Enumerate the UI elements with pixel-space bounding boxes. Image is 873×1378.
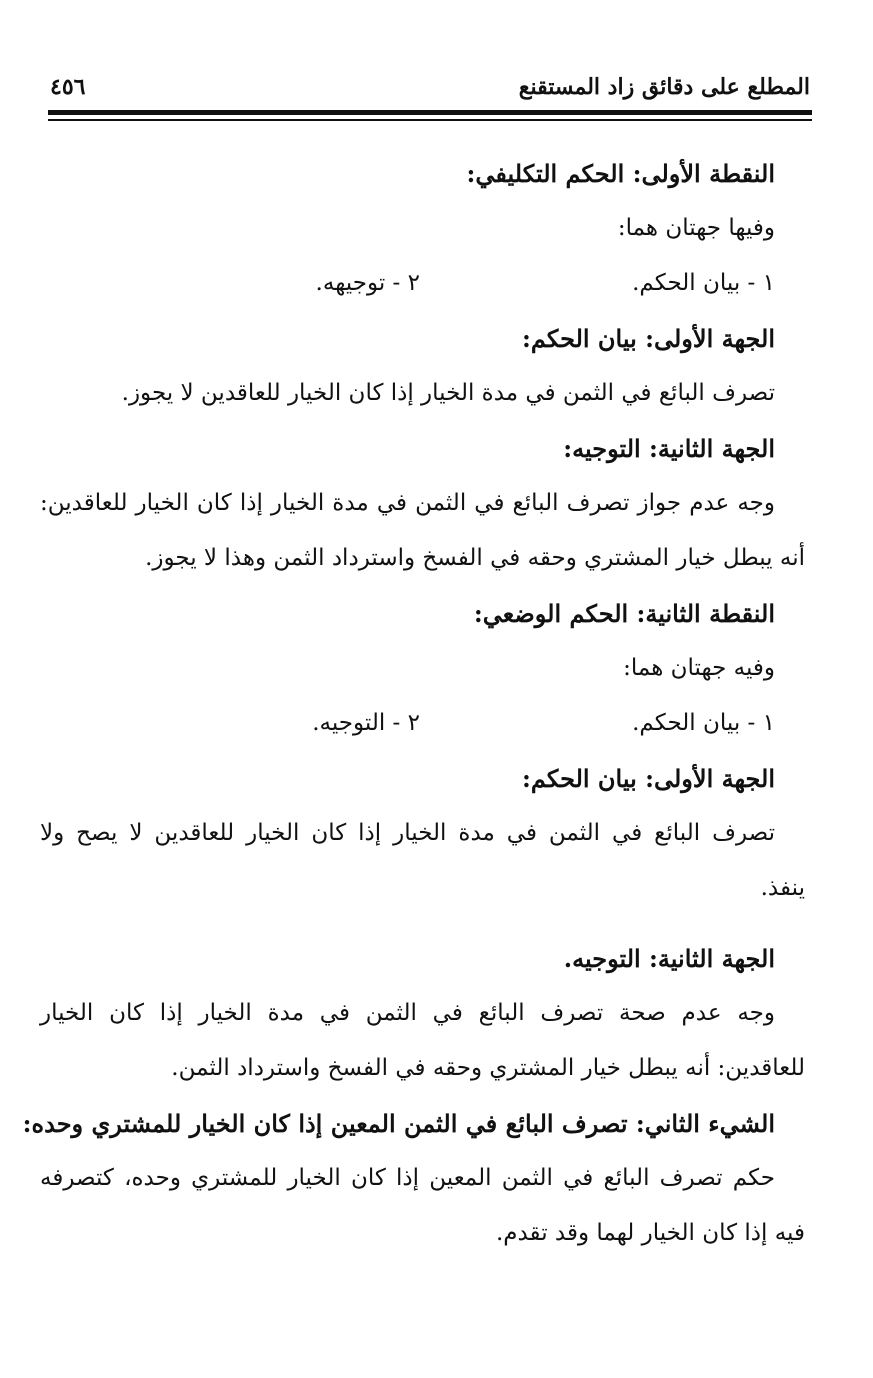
paragraph-line: وجه عدم صحة تصرف البائع في الثمن في مدة الخيار إذا كان الخيار xyxy=(40,1000,775,1026)
paragraph-line: وفيه جهتان هما: xyxy=(623,655,775,681)
subheading: الجهة الأولى: بيان الحكم: xyxy=(521,764,775,793)
heading-second-point: النقطة الثانية: الحكم الوضعي: xyxy=(473,599,775,628)
numbered-list xyxy=(40,696,775,751)
paragraph-line: وفيها جهتان هما: xyxy=(617,215,775,241)
list-item: ٢ - التوجيه. xyxy=(312,710,420,736)
running-header xyxy=(50,70,810,104)
paragraph-line: تصرف البائع في الثمن في مدة الخيار إذا كان الخيار للعاقدين لا يجوز. xyxy=(121,380,775,406)
paragraph-line: ينفذ. xyxy=(760,875,805,901)
paragraph-line: فيه إذا كان الخيار لهما وقد تقدم. xyxy=(495,1220,805,1246)
subheading: الجهة الثانية: التوجيه: xyxy=(563,434,775,463)
book-title: المطلع على دقائق زاد المستقنع xyxy=(518,74,810,100)
subheading: الجهة الثانية: التوجيه. xyxy=(563,944,775,973)
list-item: ٢ - توجيهه. xyxy=(315,270,420,296)
numbered-list xyxy=(40,256,775,311)
page-body xyxy=(22,146,805,1261)
subheading: الجهة الأولى: بيان الحكم: xyxy=(521,324,775,353)
paragraph-line: أنه يبطل خيار المشتري وحقه في الفسخ واسترداد الثمن وهذا لا يجوز. xyxy=(145,545,805,571)
header-rule-thick xyxy=(48,110,812,115)
paragraph-line: وجه عدم جواز تصرف البائع في الثمن في مدة الخيار إذا كان الخيار للعاقدين: xyxy=(40,490,775,516)
list-item: ١ - بيان الحكم. xyxy=(632,270,775,296)
paragraph-line: حكم تصرف البائع في الثمن المعين إذا كان الخيار للمشتري وحده، كتصرفه xyxy=(40,1165,775,1191)
list-item: ١ - بيان الحكم. xyxy=(632,710,775,736)
paragraph-line: تصرف البائع في الثمن في مدة الخيار إذا كان الخيار للعاقدين لا يصح ولا xyxy=(40,820,775,846)
heading-second-thing: الشيء الثاني: تصرف البائع في الثمن المعين إذا كان الخيار للمشتري وحده: xyxy=(22,1109,775,1138)
header-rule-thin xyxy=(48,119,812,121)
page-number: ٤٥٦ xyxy=(50,74,86,100)
paragraph-line: للعاقدين: أنه يبطل خيار المشتري وحقه في الفسخ واسترداد الثمن. xyxy=(171,1055,805,1081)
heading-first-point: النقطة الأولى: الحكم التكليفي: xyxy=(466,159,775,188)
